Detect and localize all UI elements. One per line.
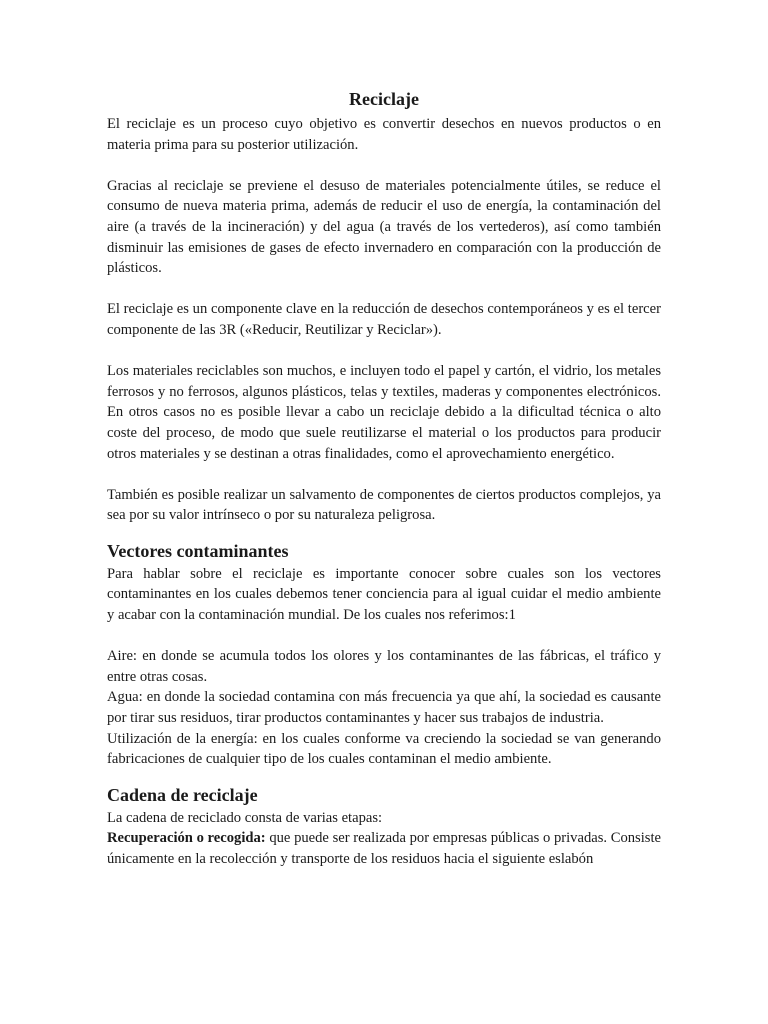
vector-item-aire: Aire: en donde se acumula todos los olores y los contaminantes de las fábricas, el tráfico y entre otras cosas.: [107, 648, 661, 685]
vector-item-agua: Agua: en donde la sociedad contamina con más frecuencia ya que ahí, la sociedad es causante por tirar sus residuos, tirar productos contaminantes y hacer sus trabajos de industria.: [107, 689, 661, 727]
paragraph-vectores-intro: Para hablar sobre el reciclaje es importante conocer sobre cuales son los vectores contaminantes en los cuales debemos tener conciencia para al igual cuidar el medio ambiente y acabar con la contaminación mundial. De los cuales nos referimos:1: [107, 565, 661, 624]
recuperacion-label: Recuperación o recogida:: [107, 830, 266, 847]
paragraph-recuperacion: [107, 828, 661, 869]
paragraph-benefits: Gracias al reciclaje se previene el desuso de materiales potencialmente útiles, se reduce el consumo de nueva materia prima, además de reducir el uso de energía, la contaminación del aire (a través de la incineración) y del agua (a través de los vertederos), así como también disminuir las emisiones de gases de efecto invernadero en comparación con la producción de plásticos.: [107, 177, 661, 277]
paragraph-salvage: También es posible realizar un salvamento de componentes de ciertos productos complejos, ya sea por su valor intrínseco o por su naturaleza peligrosa.: [107, 486, 661, 524]
heading-cadena: Cadena de reciclaje: [107, 784, 258, 805]
recuperacion-text: que puede ser realizada por empresas públicas o privadas. Consiste únicamente en la recolección y transporte de los residuos hacia el siguiente eslabón: [107, 830, 661, 867]
heading-vectores: Vectores contaminantes: [107, 540, 289, 561]
paragraph-definition: El reciclaje es un proceso cuyo objetivo es convertir desechos en nuevos productos o en materia prima para su posterior utilización.: [107, 116, 661, 153]
paragraph-cadena-intro: La cadena de reciclado consta de varias etapas:: [107, 809, 383, 826]
paragraph-3r: El reciclaje es un componente clave en la reducción de desechos contemporáneos y es el tercer componente de las 3R («Reducir, Reutilizar y Reciclar»).: [107, 301, 661, 338]
document-title: Reciclaje: [349, 89, 419, 109]
vector-item-energia: Utilización de la energía: en los cuales conforme va creciendo la sociedad se van generando fabricaciones de cualquier tipo de los cuales contaminan el medio ambiente.: [107, 730, 661, 768]
paragraph-materials: Los materiales reciclables son muchos, e incluyen todo el papel y cartón, el vidrio, los metales ferrosos y no ferrosos, algunos plásticos, telas y textiles, maderas y componentes electrónicos. En otros casos no es posible llevar a cabo un reciclaje debido a la dificultad técnica o alto coste del proceso, de modo que suele reutilizarse el material o los productos para producir otros materiales y se destinan a otras finalidades, como el aprovechamiento energético.: [107, 363, 661, 462]
